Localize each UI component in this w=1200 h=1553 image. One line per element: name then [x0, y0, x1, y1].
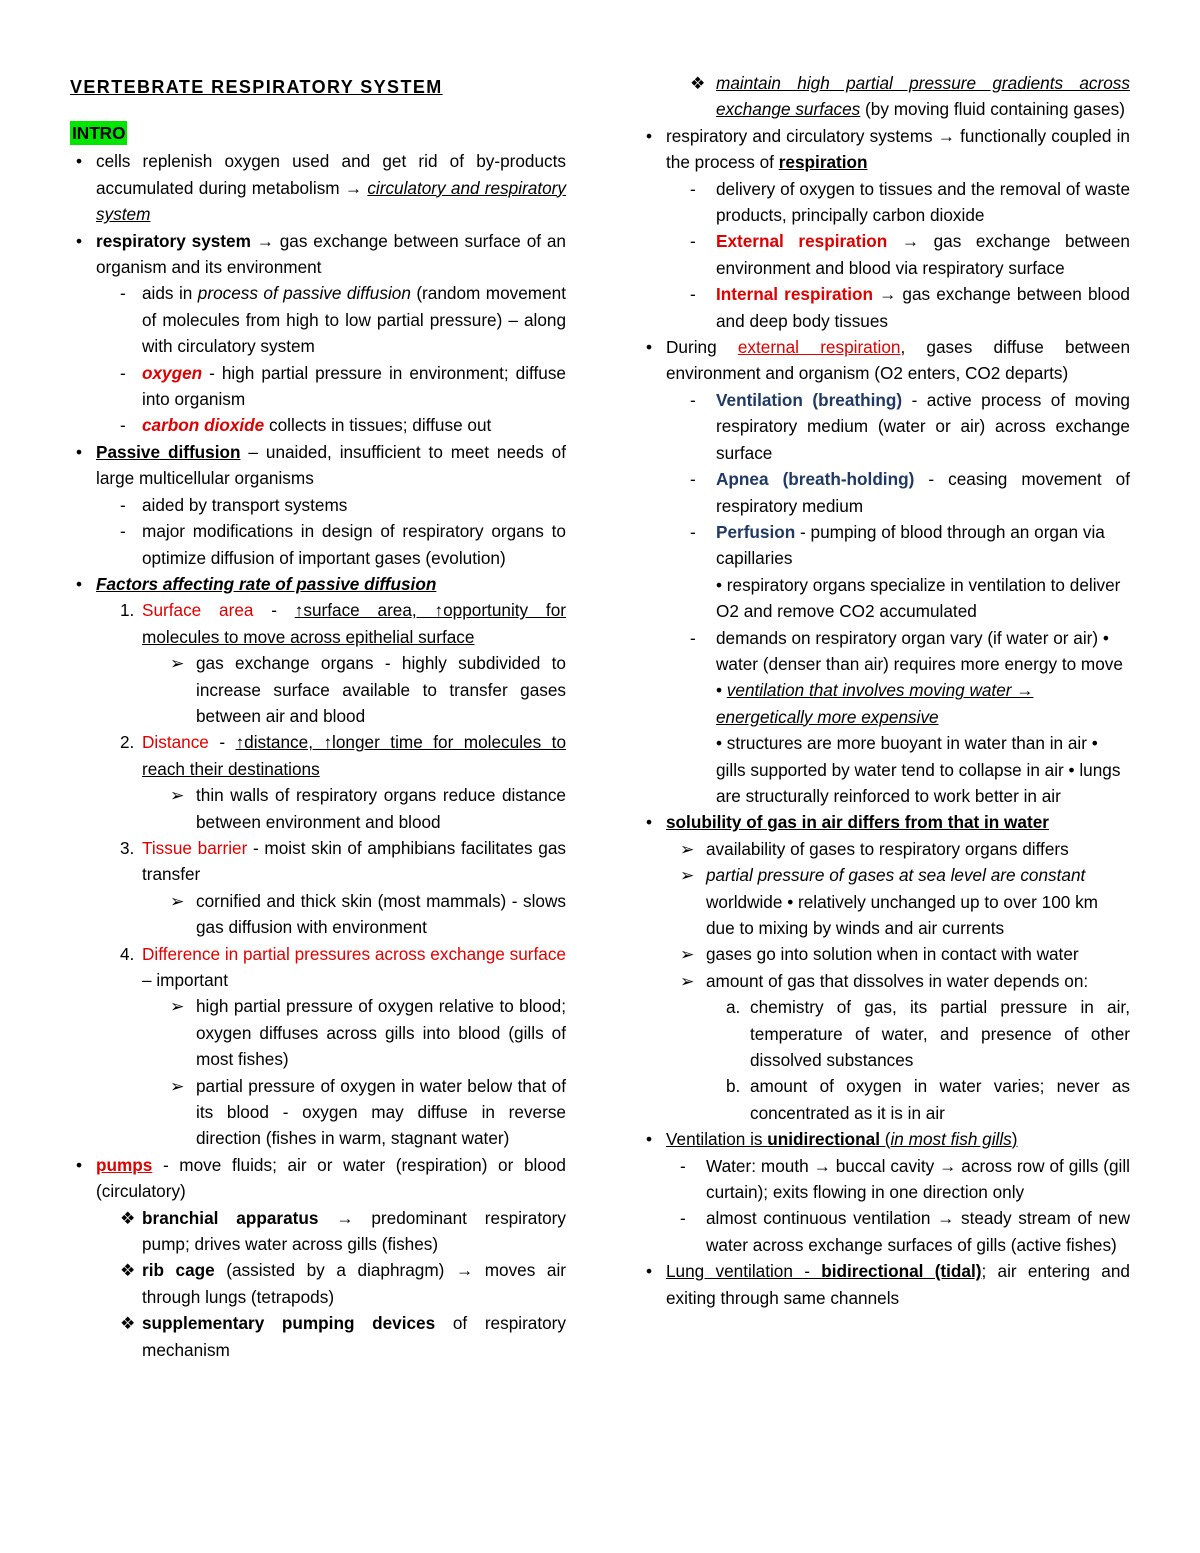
list-item: ❖ branchial apparatus → predominant respiratory pump; drives water across gills (fishes) — [70, 1205, 566, 1258]
numbered-item: 3. Tissue barrier - moist skin of amphibians facilitates gas transfer — [70, 835, 566, 888]
number-marker: 3. — [120, 837, 135, 858]
dash-marker: - — [120, 521, 126, 542]
bullet-marker: • — [646, 1129, 653, 1150]
list-item: - aids in process of passive diffusion (random movement of molecules from high to low partial pressure) – along with circulatory system — [70, 280, 566, 359]
diamond-marker: ❖ — [120, 1313, 136, 1334]
diamond-marker: ❖ — [120, 1207, 136, 1228]
list-item: ➢ cornified and thick skin (most mammals) - slows gas diffusion with environment — [70, 888, 566, 941]
numbered-item: 1. Surface area - ↑surface area, ↑opportunity for molecules to move across epithelial surface — [70, 597, 566, 650]
list-item: • cells replenish oxygen used and get rid of by-products accumulated during metabolism → circulatory and respiratory system — [70, 148, 566, 227]
letter-marker: a. — [726, 997, 741, 1018]
bullet-marker: • — [646, 125, 653, 146]
list-item: - oxygen - high partial pressure in environment; diffuse into organism — [70, 360, 566, 413]
dash-marker: - — [680, 1208, 686, 1229]
bullet-marker: • — [646, 812, 653, 833]
left-column — [70, 74, 566, 1363]
dash-marker: - — [680, 1155, 686, 1176]
bullet-marker: • — [76, 151, 83, 172]
numbered-item: 4. Difference in partial pressures across exchange surface – important — [70, 941, 566, 994]
list-item: • Lung ventilation - bidirectional (tidal); air entering and exiting through same channels — [640, 1258, 1130, 1311]
arrow-marker: ➢ — [170, 653, 185, 674]
list-item: - carbon dioxide collects in tissues; diffuse out — [70, 412, 566, 438]
list-item: ➢ gas exchange organs - highly subdivided to increase surface available to transfer gases between air and blood — [70, 650, 566, 729]
list-item: - aided by transport systems — [70, 492, 566, 518]
numbered-item: 2. Distance - ↑distance, ↑longer time for molecules to reach their destinations — [70, 729, 566, 782]
dash-marker: - — [690, 469, 696, 490]
dash-marker: - — [120, 494, 126, 515]
bullet-marker: • — [646, 337, 653, 358]
list-item: ❖ rib cage (assisted by a diaphragm) → moves air through lungs (tetrapods) — [70, 1257, 566, 1310]
bullet-marker: • — [76, 441, 83, 462]
list-item: • Factors affecting rate of passive diffusion — [70, 571, 566, 597]
dash-marker: - — [690, 389, 696, 410]
list-item: - demands on respiratory organ vary (if water or air) • water (denser than air) requires more energy to move • ventilation that involves moving water → energetically more expensive • structures are more buoyant in water than in air • gills supported by water tend to collapse in air • lungs are structurally reinforced to work better in air — [640, 625, 1130, 810]
bullet-marker: • — [76, 573, 83, 594]
list-item: • solubility of gas in air differs from that in water — [640, 809, 1130, 835]
list-item: - External respiration → gas exchange between environment and blood via respiratory surface — [640, 228, 1130, 281]
arrow-marker: ➢ — [680, 970, 695, 991]
list-item: - Water: mouth → buccal cavity → across row of gills (gill curtain); exits flowing in one direction only — [640, 1153, 1130, 1206]
list-item: - major modifications in design of respiratory organs to optimize diffusion of important gases (evolution) — [70, 518, 566, 571]
list-item: ➢ amount of gas that dissolves in water depends on: — [640, 968, 1130, 994]
list-item: - almost continuous ventilation → steady stream of new water across exchange surfaces of gills (active fishes) — [640, 1205, 1130, 1258]
number-marker: 2. — [120, 732, 135, 753]
arrow-marker: ➢ — [170, 1075, 185, 1096]
list-item: ❖ supplementary pumping devices of respiratory mechanism — [70, 1310, 566, 1363]
list-item: ➢ availability of gases to respiratory organs differs — [640, 836, 1130, 862]
diamond-marker: ❖ — [120, 1260, 136, 1281]
list-item: - delivery of oxygen to tissues and the removal of waste products, principally carbon dioxide — [640, 176, 1130, 229]
arrow-marker: ➢ — [170, 996, 185, 1017]
list-item: - Ventilation (breathing) - active process of moving respiratory medium (water or air) across exchange surface — [640, 387, 1130, 466]
dash-marker: - — [690, 521, 696, 542]
list-item: - Apnea (breath-holding) - ceasing movement of respiratory medium — [640, 466, 1130, 519]
arrow-marker: ➢ — [170, 890, 185, 911]
page-title: VERTEBRATE RESPIRATORY SYSTEM — [70, 77, 443, 97]
dash-marker: - — [690, 231, 696, 252]
arrow-marker: ➢ — [680, 944, 695, 965]
list-item: - Perfusion - pumping of blood through an organ via capillaries • respiratory organs specialize in ventilation to deliver O2 and remove CO2 accumulated — [640, 519, 1130, 625]
dash-marker: - — [120, 415, 126, 436]
list-item: • respiratory and circulatory systems → functionally coupled in the process of respiration — [640, 123, 1130, 176]
list-item: • pumps - move fluids; air or water (respiration) or blood (circulatory) — [70, 1152, 566, 1205]
lettered-item: a. chemistry of gas, its partial pressure in air, temperature of water, and presence of other dissolved substances — [640, 994, 1130, 1073]
dash-marker: - — [120, 362, 126, 383]
right-column — [640, 70, 1130, 1311]
arrow-marker: ➢ — [170, 785, 185, 806]
list-item: ➢ partial pressure of gases at sea level are constant worldwide • relatively unchanged up to over 100 km due to mixing by winds and air currents — [640, 862, 1130, 941]
dash-marker: - — [690, 178, 696, 199]
bullet-marker: • — [76, 1154, 83, 1175]
intro-heading: INTRO — [72, 123, 126, 143]
number-marker: 4. — [120, 943, 135, 964]
list-item: • respiratory system → gas exchange between surface of an organism and its environment — [70, 228, 566, 281]
diamond-marker: ❖ — [690, 73, 706, 93]
list-item: ❖ maintain high partial pressure gradients across exchange surfaces (by moving fluid containing gases) — [640, 70, 1130, 123]
bullet-marker: • — [646, 1261, 653, 1282]
list-item: ➢ partial pressure of oxygen in water below that of its blood - oxygen may diffuse in reverse direction (fishes in warm, stagnant water) — [70, 1073, 566, 1152]
bullet-marker: • — [76, 230, 83, 251]
list-item: ➢ high partial pressure of oxygen relative to blood; oxygen diffuses across gills into blood (gills of most fishes) — [70, 993, 566, 1072]
number-marker: 1. — [120, 600, 135, 621]
list-item: ➢ thin walls of respiratory organs reduce distance between environment and blood — [70, 782, 566, 835]
dash-marker: - — [120, 283, 126, 304]
lettered-item: b. amount of oxygen in water varies; never as concentrated as it is in air — [640, 1073, 1130, 1126]
list-item: • Ventilation is unidirectional (in most fish gills) — [640, 1126, 1130, 1152]
dash-marker: - — [690, 284, 696, 305]
arrow-marker: ➢ — [680, 838, 695, 859]
list-item: - Internal respiration → gas exchange between blood and deep body tissues — [640, 281, 1130, 334]
dash-marker: - — [690, 627, 696, 648]
letter-marker: b. — [726, 1076, 741, 1097]
arrow-marker: ➢ — [680, 865, 695, 886]
list-item: • Passive diffusion – unaided, insufficient to meet needs of large multicellular organisms — [70, 439, 566, 492]
list-item: ➢ gases go into solution when in contact with water — [640, 941, 1130, 967]
list-item: • During external respiration, gases diffuse between environment and organism (O2 enters, CO2 departs) — [640, 334, 1130, 387]
